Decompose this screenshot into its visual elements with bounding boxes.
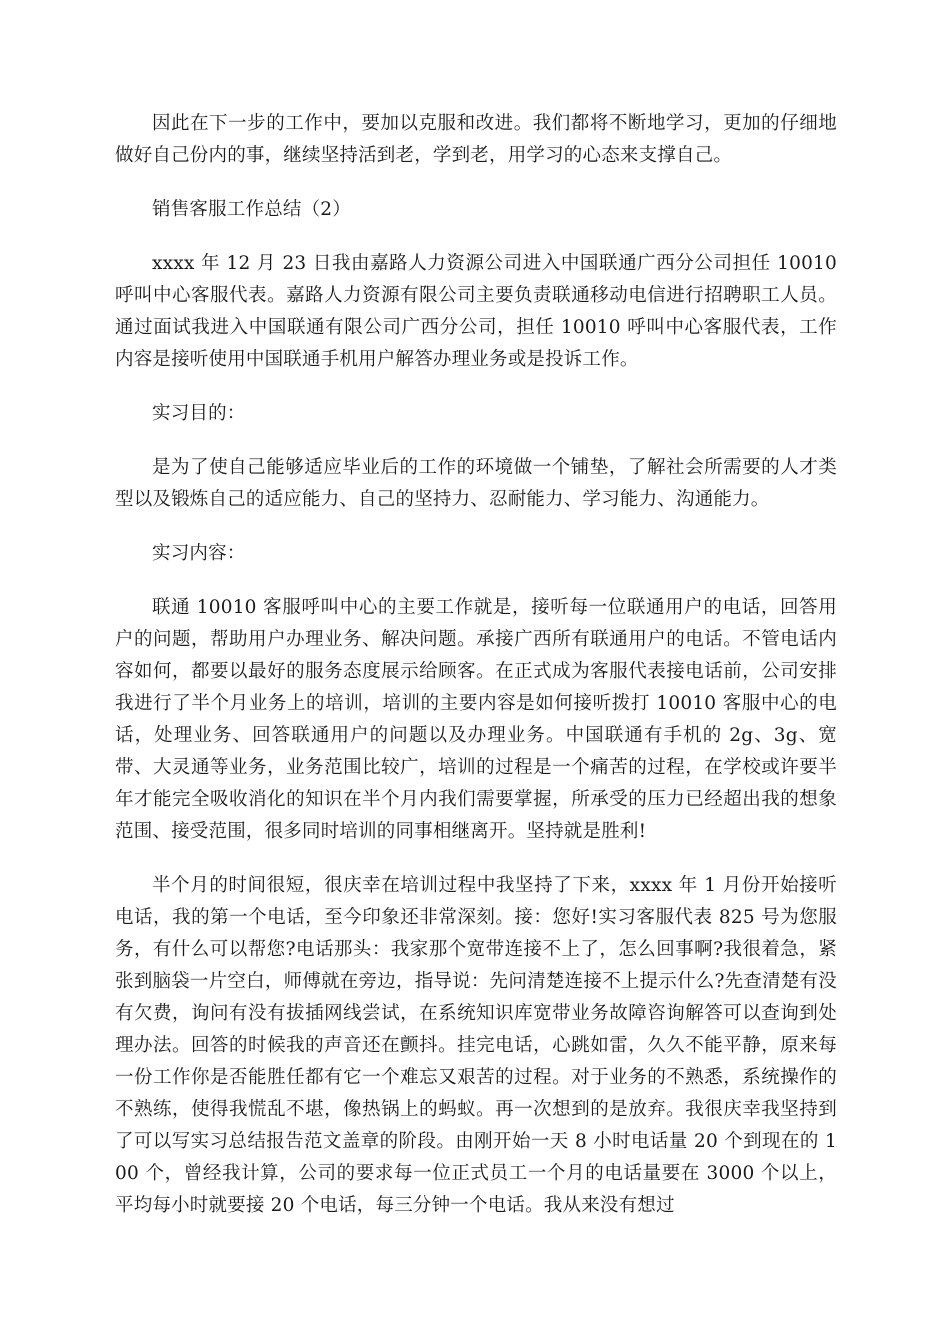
heading-internship-content: 实习内容： bbox=[152, 543, 246, 564]
section-title: 销售客服工作总结（2） bbox=[152, 199, 351, 220]
paragraph-content: 联通 10010 客服呼叫中心的主要工作就是，接听每一位联通用户的电话，回答用户的问题，帮助用户办理业务、解决问题。承接广西所有联通用户的电话。不管电话内容如何，都要以最好的服务态度展示给顾客。在正式成为客服代表接电话前，公司安排我进行了半个月业务上的培训，培训的主要内容是如何接听拨打 10010 客服中心的电话，处理业务、回答联通用户的问题以及办理业务。中国联通有手机的 2g、3g、宽带、大灵通等业务，业务范围比较广，培训的过程是一个痛苦的过程，在学校或许要半年才能完全吸收消化的知识在半个月内我们需要掌握，所承受的压力已经超出我的想象范围、接受范围，很多同时培训的同事相继离开。坚持就是胜利! bbox=[115, 597, 837, 842]
paragraph-conclusion: 因此在下一步的工作中，要加以克服和改进。我们都将不断地学习，更加的仔细地做好自己份内的事，继续坚持活到老，学到老，用学习的心态来支撑自己。 bbox=[115, 113, 837, 166]
paragraph-experience: 半个月的时间很短，很庆幸在培训过程中我坚持了下来，xxxx 年 1 月份开始接听电话，我的第一个电话，至今印象还非常深刻。接：您好!实习客服代表 825 号为您服务，有什么可以帮您?电话那头：我家那个宽带连接不上了，怎么回事啊?我很着急，紧张到脑袋一片空白，师傅就在旁边，指导说：先问清楚连接不上提示什么?先查清楚有没有欠费，询问有没有拔插网线尝试，在系统知识库宽带业务故障咨询解答可以查询到处理办法。回答的时候我的声音还在颤抖。挂完电话，心跳如雷，久久不能平静，原来每一份工作你是否能胜任都有它一个难忘又艰苦的过程。对于业务的不熟悉，系统操作的不熟练，使得我慌乱不堪，像热锅上的蚂蚁。再一次想到的是放弃。我很庆幸我坚持到了可以写实习总结报告范文盖章的阶段。由刚开始一天 8 小时电话量 20 个到现在的 100 个，曾经我计算，公司的要求每一位正式员工一个月的电话量要在 3000 个以上，平均每小时就要接 20 个电话，每三分钟一个电话。我从来没有想过 bbox=[115, 875, 837, 1216]
document-body bbox=[115, 108, 837, 1244]
paragraph-intro: xxxx 年 12 月 23 日我由嘉路人力资源公司进入中国联通广西分公司担任 10010 呼叫中心客服代表。嘉路人力资源有限公司主要负责联通移动电信进行招聘职工人员。通过面试我进入中国联通有限公司广西分公司，担任 10010 呼叫中心客服代表，工作内容是接听使用中国联通手机用户解答办理业务或是投诉工作。 bbox=[115, 253, 837, 370]
heading-internship-purpose: 实习目的： bbox=[152, 403, 246, 424]
paragraph-purpose: 是为了使自己能够适应毕业后的工作的环境做一个铺垫，了解社会所需要的人才类型以及锻炼自己的适应能力、自己的坚持力、忍耐能力、学习能力、沟通能力。 bbox=[115, 457, 837, 510]
